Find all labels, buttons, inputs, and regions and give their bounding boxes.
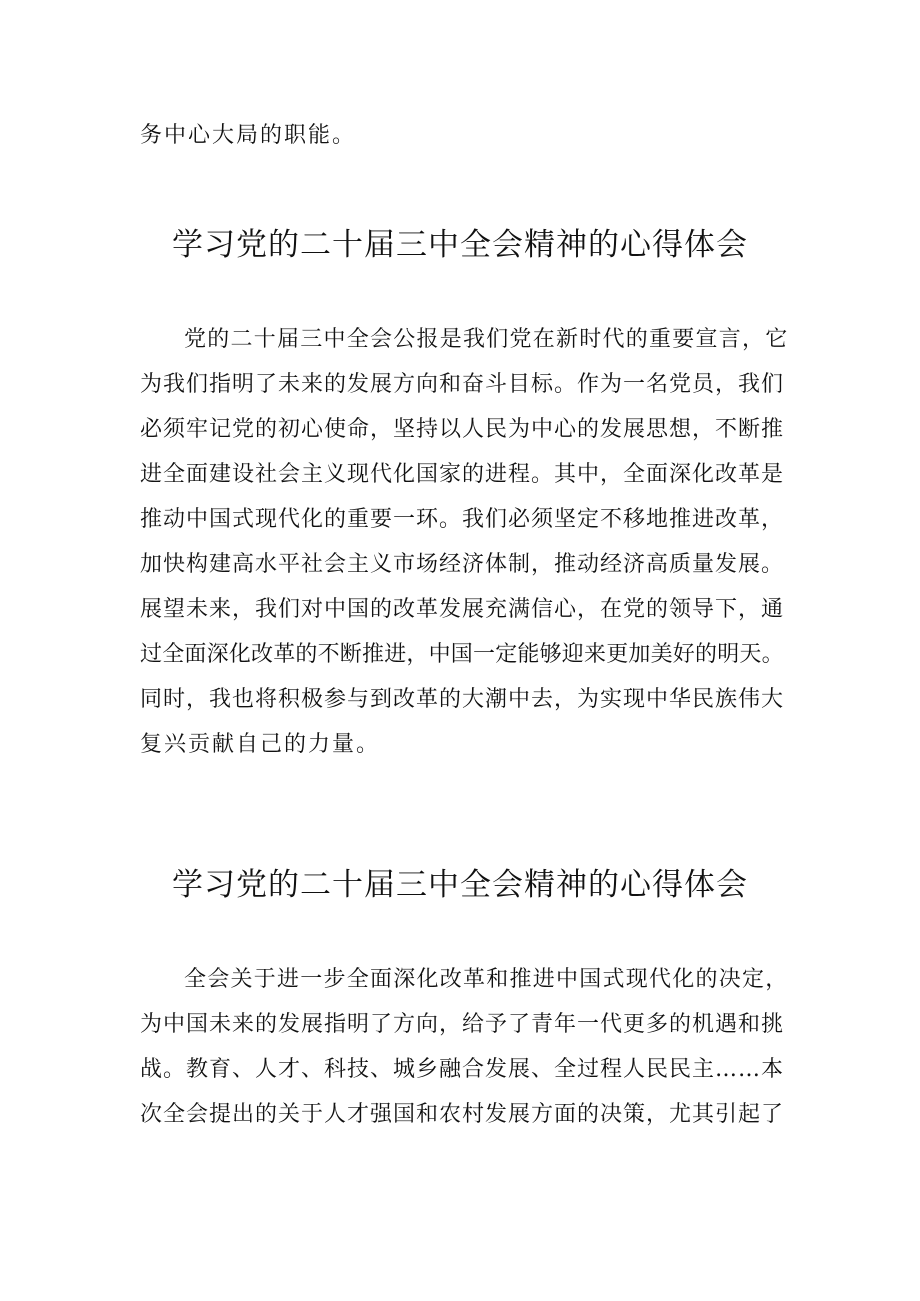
section-1-line-10: 复兴贡献自己的力量。 (140, 732, 381, 757)
section-1-line-2: 为我们指明了未来的发展方向和奋斗目标。作为一名党员，我们 (140, 372, 785, 397)
section-1-line-6: 加快构建高水平社会主义市场经济体制，推动经济高质量发展。 (140, 552, 785, 577)
section-2-heading: 学习党的二十届三中全会精神的心得体会 (172, 867, 748, 903)
section-2-line-2: 为中国未来的发展指明了方向，给予了青年一代更多的机遇和挑 (140, 1012, 785, 1037)
section-1-line-1: 党的二十届三中全会公报是我们党在新时代的重要宣言，它 (184, 327, 789, 352)
intro-fragment: 务中心大局的职能。 (140, 123, 357, 148)
section-1-line-4: 进全面建设社会主义现代化国家的进程。其中，全面深化改革是 (140, 462, 785, 487)
section-1-line-3: 必须牢记党的初心使命，坚持以人民为中心的发展思想，不断推 (140, 417, 785, 442)
section-2-line-4: 次全会提出的关于人才强国和农村发展方面的决策，尤其引起了 (140, 1102, 785, 1127)
section-1-heading: 学习党的二十届三中全会精神的心得体会 (172, 227, 748, 263)
section-1-line-9: 同时，我也将积极参与到改革的大潮中去，为实现中华民族伟大 (140, 687, 785, 712)
section-1-line-7: 展望未来，我们对中国的改革发展充满信心，在党的领导下，通 (140, 597, 785, 622)
section-2-line-1: 全会关于进一步全面深化改革和推进中国式现代化的决定， (184, 967, 789, 992)
section-1-line-5: 推动中国式现代化的重要一环。我们必须坚定不移地推进改革， (140, 507, 785, 532)
section-1-line-8: 过全面深化改革的不断推进，中国一定能够迎来更加美好的明天。 (140, 642, 784, 667)
section-2-line-3: 战。教育、人才、科技、城乡融合发展、全过程人民民主……本 (140, 1057, 785, 1082)
